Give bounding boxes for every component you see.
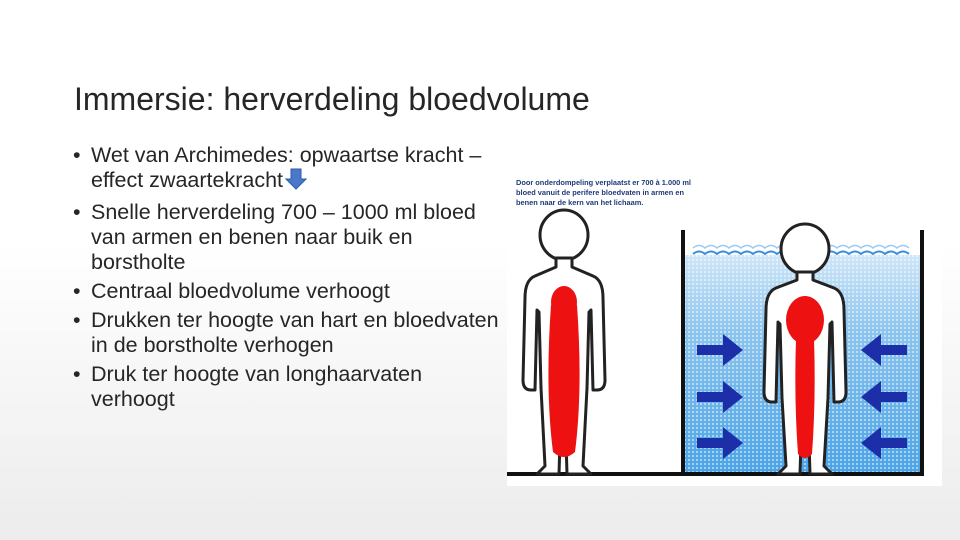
- bullet-text: Snelle herverdeling 700 – 1000 ml bloed van armen en benen naar buik en borstholte: [91, 200, 476, 274]
- blood-chest: [786, 296, 824, 344]
- bullet-text: Wet van Archimedes: opwaartse kracht – effect zwaartekracht: [91, 143, 482, 192]
- bullet-dot: •: [73, 279, 81, 303]
- blood-body: [795, 338, 814, 458]
- bullet-dot: •: [73, 143, 81, 167]
- bullet-text: Druk ter hoogte van longhaarvaten verhoogt: [91, 362, 423, 411]
- bullet-list: [70, 143, 510, 416]
- figure-caption: Door onderdompeling verplaatst er 700 à 1.000 ml bloed vanuit de perifere bloedvaten in armen en benen naar de kern van het lichaam.: [516, 178, 691, 207]
- bullet-item: [70, 279, 510, 304]
- slide-title: Immersie: herverdeling bloedvolume: [74, 81, 590, 118]
- bullet-item: [70, 362, 510, 412]
- bullet-text: Centraal bloedvolume verhoogt: [91, 279, 390, 303]
- blood-body: [548, 305, 579, 457]
- bullet-dot: •: [73, 308, 81, 332]
- bullet-item: [70, 143, 510, 196]
- bullet-item: [70, 200, 510, 275]
- immersion-figure: [507, 170, 942, 486]
- bullet-dot: •: [73, 362, 81, 386]
- down-arrow-icon: [285, 168, 307, 196]
- human-figure-icon: [523, 210, 605, 474]
- bullet-dot: •: [73, 200, 81, 224]
- bullet-text: Drukken ter hoogte van hart en bloedvaten in de borstholte verhogen: [91, 308, 499, 357]
- immersion-illustration: [507, 170, 942, 486]
- bullet-item: [70, 308, 510, 358]
